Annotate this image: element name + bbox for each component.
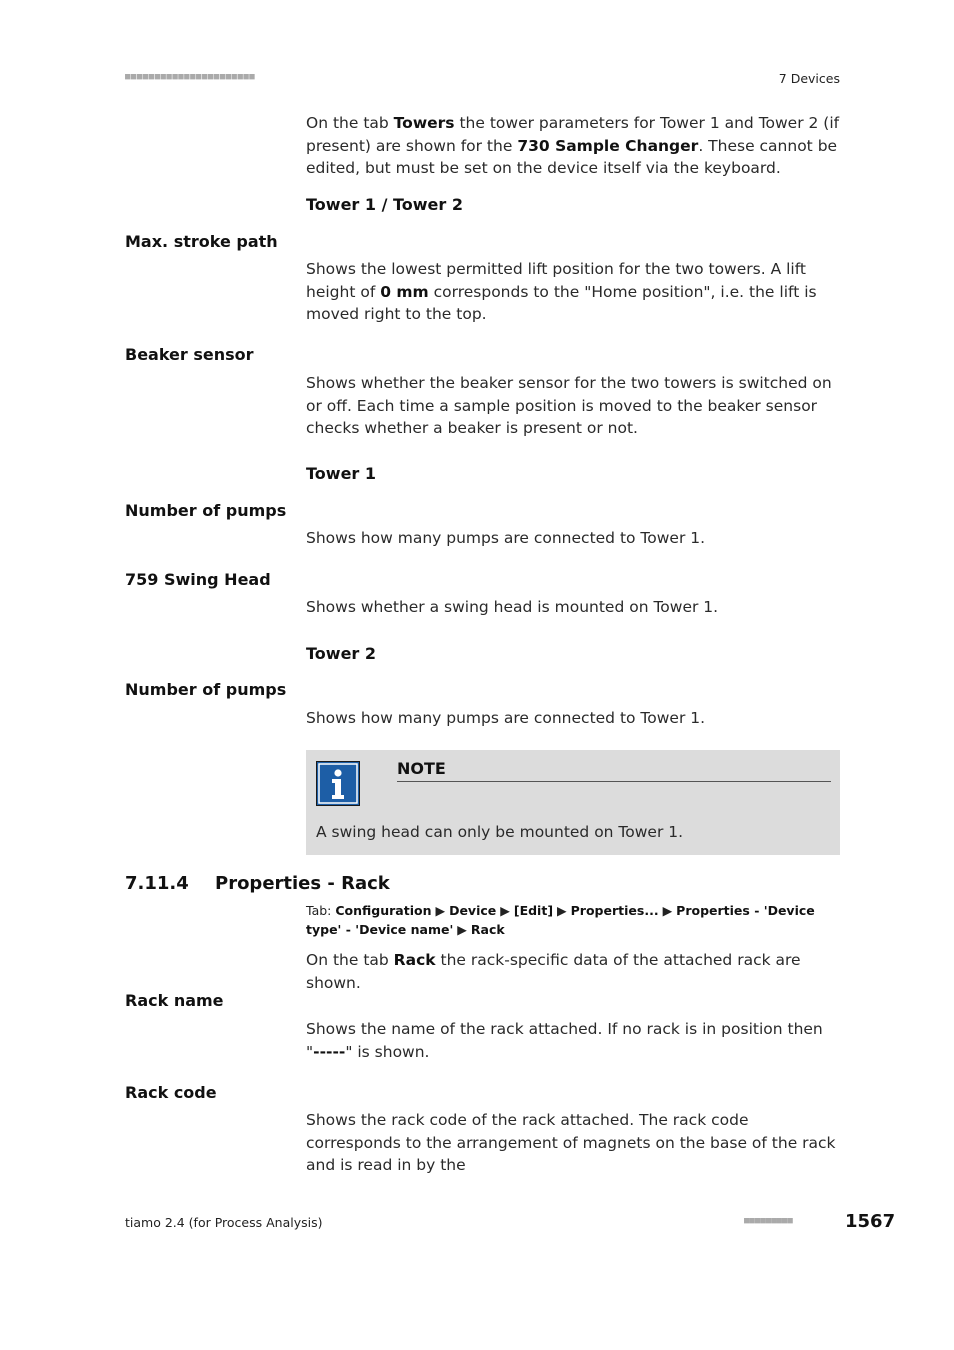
desc-tower1-pumps: Shows how many pumps are connected to Tower 1. — [306, 529, 706, 547]
arrow-right-icon: ▶ — [662, 903, 673, 918]
info-icon — [316, 761, 360, 806]
arrow-right-icon: ▶ — [457, 922, 467, 937]
note-title: NOTE — [397, 759, 446, 778]
note-text: A swing head can only be mounted on Tower 1. — [316, 823, 684, 841]
path-edit: [Edit] — [513, 903, 554, 918]
desc-max-stroke-path: Shows the lowest permitted lift position for the two towers. A lift height of 0 mm corresponds to the "Home position", i.e. the lift is moved right to the top. — [306, 260, 817, 323]
desc-swing-head: Shows whether a swing head is mounted on Tower 1. — [306, 598, 719, 616]
desc-rack-name: Shows the name of the rack attached. If no rack is in position then "-----" is shown. — [306, 1020, 823, 1061]
tab-path: Tab: Configuration ▶ Device ▶ [Edit] ▶ Properties... ▶ Properties - 'Device type' - 'Device name' ▶ Rack — [306, 903, 815, 937]
chapter-title: 7 Devices — [778, 71, 840, 86]
path-properties: Properties... — [570, 903, 659, 918]
term-rack-code: Rack code — [125, 1083, 217, 1102]
arrow-right-icon: ▶ — [500, 903, 510, 918]
path-device: Device — [449, 903, 497, 918]
footer-product: tiamo 2.4 (for Process Analysis) — [125, 1215, 323, 1230]
term-rack-name: Rack name — [125, 991, 224, 1010]
arrow-right-icon: ▶ — [557, 903, 567, 918]
path-properties-device: Properties - 'Device type' - 'Device name' — [306, 903, 815, 937]
tower1-heading: Tower 1 — [306, 464, 377, 483]
term-tower2-pumps: Number of pumps — [125, 680, 287, 699]
rack-intro: On the tab Rack the rack-specific data of the attached rack are shown. — [306, 951, 801, 992]
intro-paragraph: On the tab Towers the tower parameters for Tower 1 and Tower 2 (if present) are shown for the 730 Sample Changer. These cannot be edited, but must be set on the device itself via the keyboard. — [306, 114, 840, 177]
term-tower1-pumps: Number of pumps — [125, 501, 287, 520]
tower12-heading: Tower 1 / Tower 2 — [306, 195, 463, 214]
term-beaker-sensor: Beaker sensor — [125, 345, 254, 364]
tower2-heading: Tower 2 — [306, 644, 377, 663]
footer-decoration: ■■■■■■■■■ — [744, 1216, 793, 1226]
desc-beaker-sensor: Shows whether the beaker sensor for the two towers is switched on or off. Each time a sample position is moved to the beaker sensor checks whether a beaker is present or not. — [306, 374, 832, 437]
header-decoration: ■■■■■■■■■■■■■■■■■■■■■■ — [125, 72, 256, 82]
desc-tower2-pumps: Shows how many pumps are connected to Tower 1. — [306, 709, 706, 727]
term-swing-head: 759 Swing Head — [125, 570, 271, 589]
term-max-stroke-path: Max. stroke path — [125, 232, 278, 251]
note-divider — [397, 781, 831, 782]
section-title: Properties - Rack — [215, 873, 390, 894]
path-configuration: Configuration — [335, 903, 432, 918]
section-number: 7.11.4 — [125, 873, 189, 894]
arrow-right-icon: ▶ — [435, 903, 446, 918]
path-rack: Rack — [470, 922, 505, 937]
page-number: 1567 — [845, 1211, 896, 1232]
desc-rack-code: Shows the rack code of the rack attached. The rack code corresponds to the arrangement of magnets on the base of the rack and is read in by the — [306, 1111, 836, 1174]
